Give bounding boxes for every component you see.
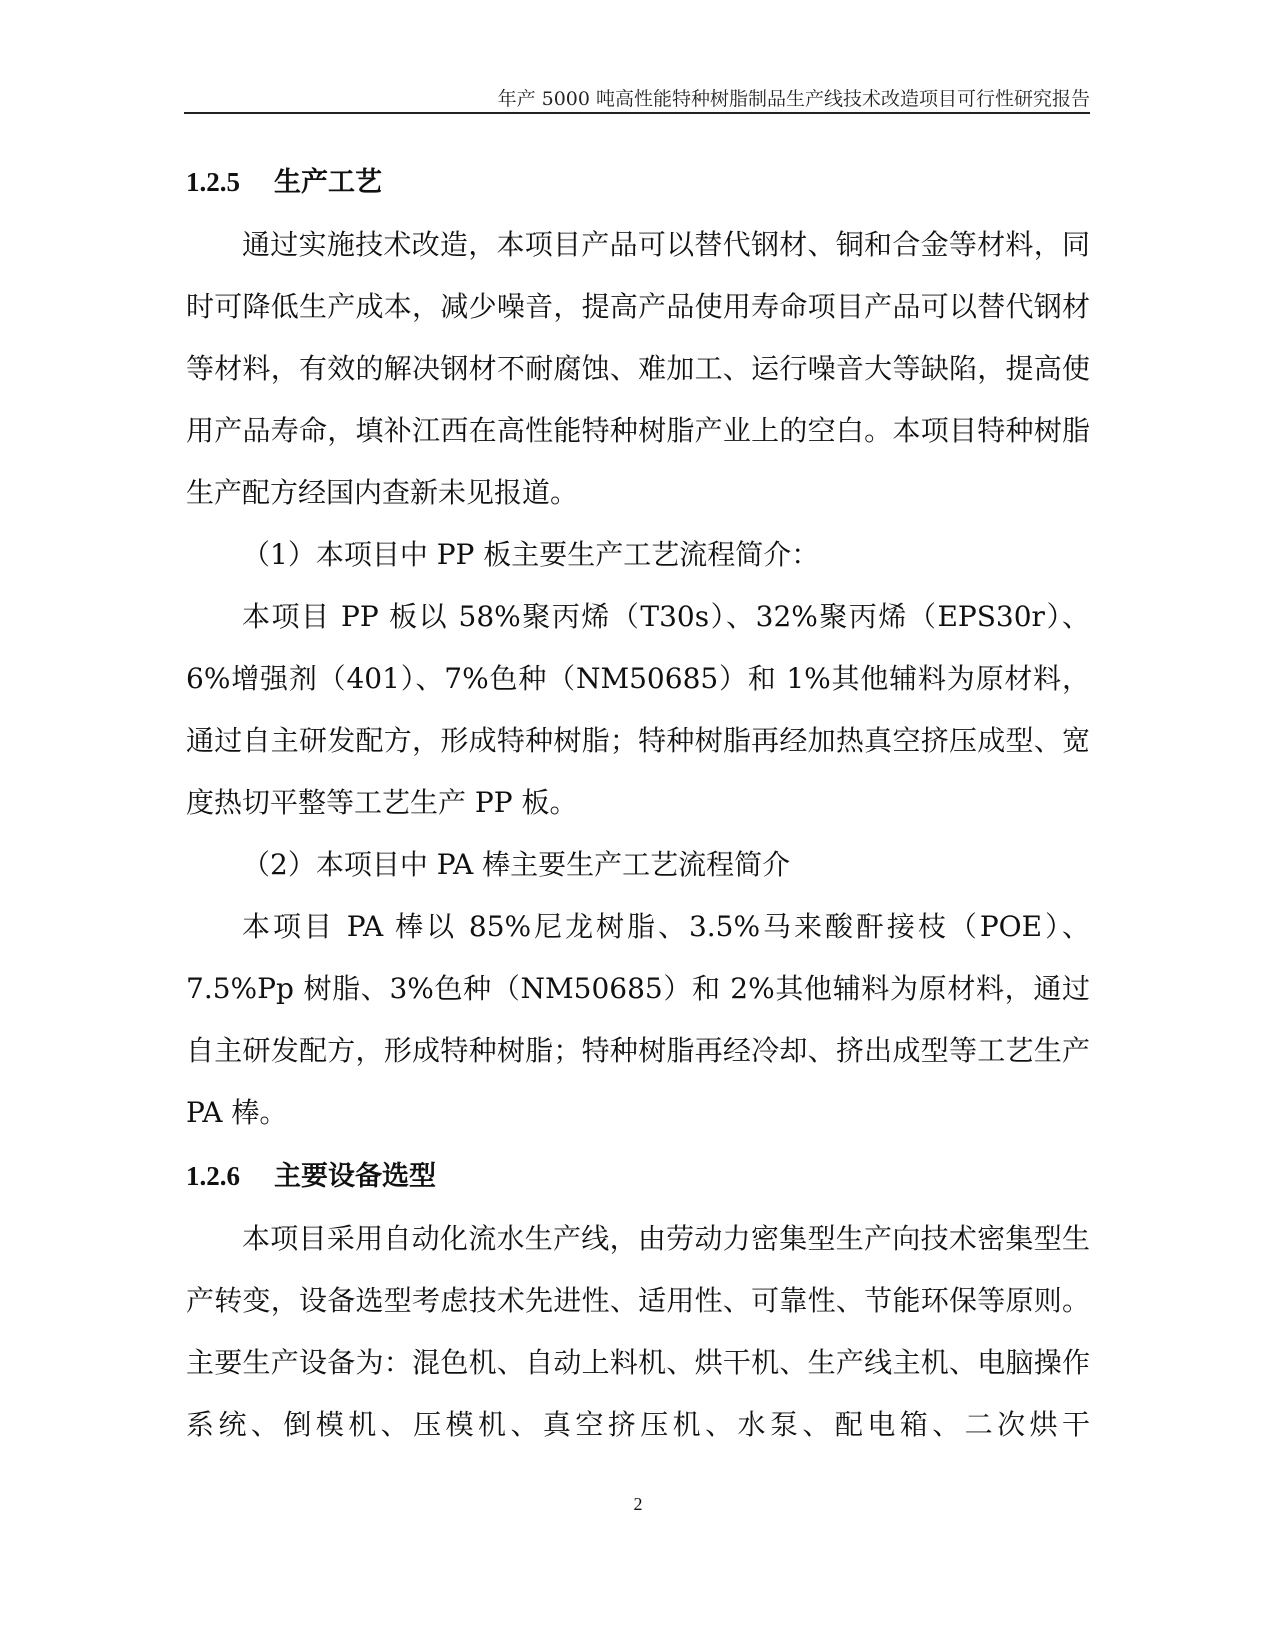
section-title: 生产工艺 xyxy=(274,167,382,198)
paragraph: 本项目采用自动化流水生产线，由劳动力密集型生产向技术密集型生产转变，设备选型考虑技术先进性、适用性、可靠性、节能环保等原则。主要生产设备为：混色机、自动上料机、烘干机、生产线主机、电脑操作系统、倒模机、压模机、真空挤压机、水泵、配电箱、二次烘干 xyxy=(186,1222,1090,1441)
running-header: 年产 5000 吨高性能特种树脂制品生产线技术改造项目可行性研究报告 xyxy=(497,88,1090,110)
paragraph: 本项目 PA 棒以 85%尼龙树脂、3.5%马来酸酐接枝（POE）、7.5%Pp 树脂、3%色种（NM50685）和 2%其他辅料为原材料，通过自主研发配方，形成特种树脂；特种树脂再经冷却、挤出成型等工艺生产 PA 棒。 xyxy=(186,910,1090,1129)
paragraph: （1）本项目中 PP 板主要生产工艺流程简介： xyxy=(242,538,820,571)
paragraph: 本项目 PP 板以 58%聚丙烯（T30s）、32%聚丙烯（EPS30r）、6%增强剂（401）、7%色种（NM50685）和 1%其他辅料为原材料，通过自主研发配方，形成特种树脂；特种树脂再经加热真空挤压成型、宽度热切平整等工艺生产 PP 板。 xyxy=(186,600,1090,819)
section-number: 1.2.6 xyxy=(186,1161,240,1191)
document-body xyxy=(186,150,1090,1456)
paragraph: （2）本项目中 PA 棒主要生产工艺流程简介 xyxy=(242,848,791,881)
section-number: 1.2.5 xyxy=(186,167,240,197)
page-number: 2 xyxy=(633,1494,643,1514)
section-heading-1-2-6 xyxy=(186,1144,1090,1208)
section-heading-1-2-5 xyxy=(186,150,1090,214)
section-title: 主要设备选型 xyxy=(274,1161,436,1192)
header-rule xyxy=(184,112,1090,114)
paragraph: 通过实施技术改造，本项目产品可以替代钢材、铜和合金等材料，同时可降低生产成本，减少噪音，提高产品使用寿命项目产品可以替代钢材等材料，有效的解决钢材不耐腐蚀、难加工、运行噪音大等缺陷，提高使用产品寿命，填补江西在高性能特种树脂产业上的空白。本项目特种树脂生产配方经国内查新未见报道。 xyxy=(186,228,1090,509)
